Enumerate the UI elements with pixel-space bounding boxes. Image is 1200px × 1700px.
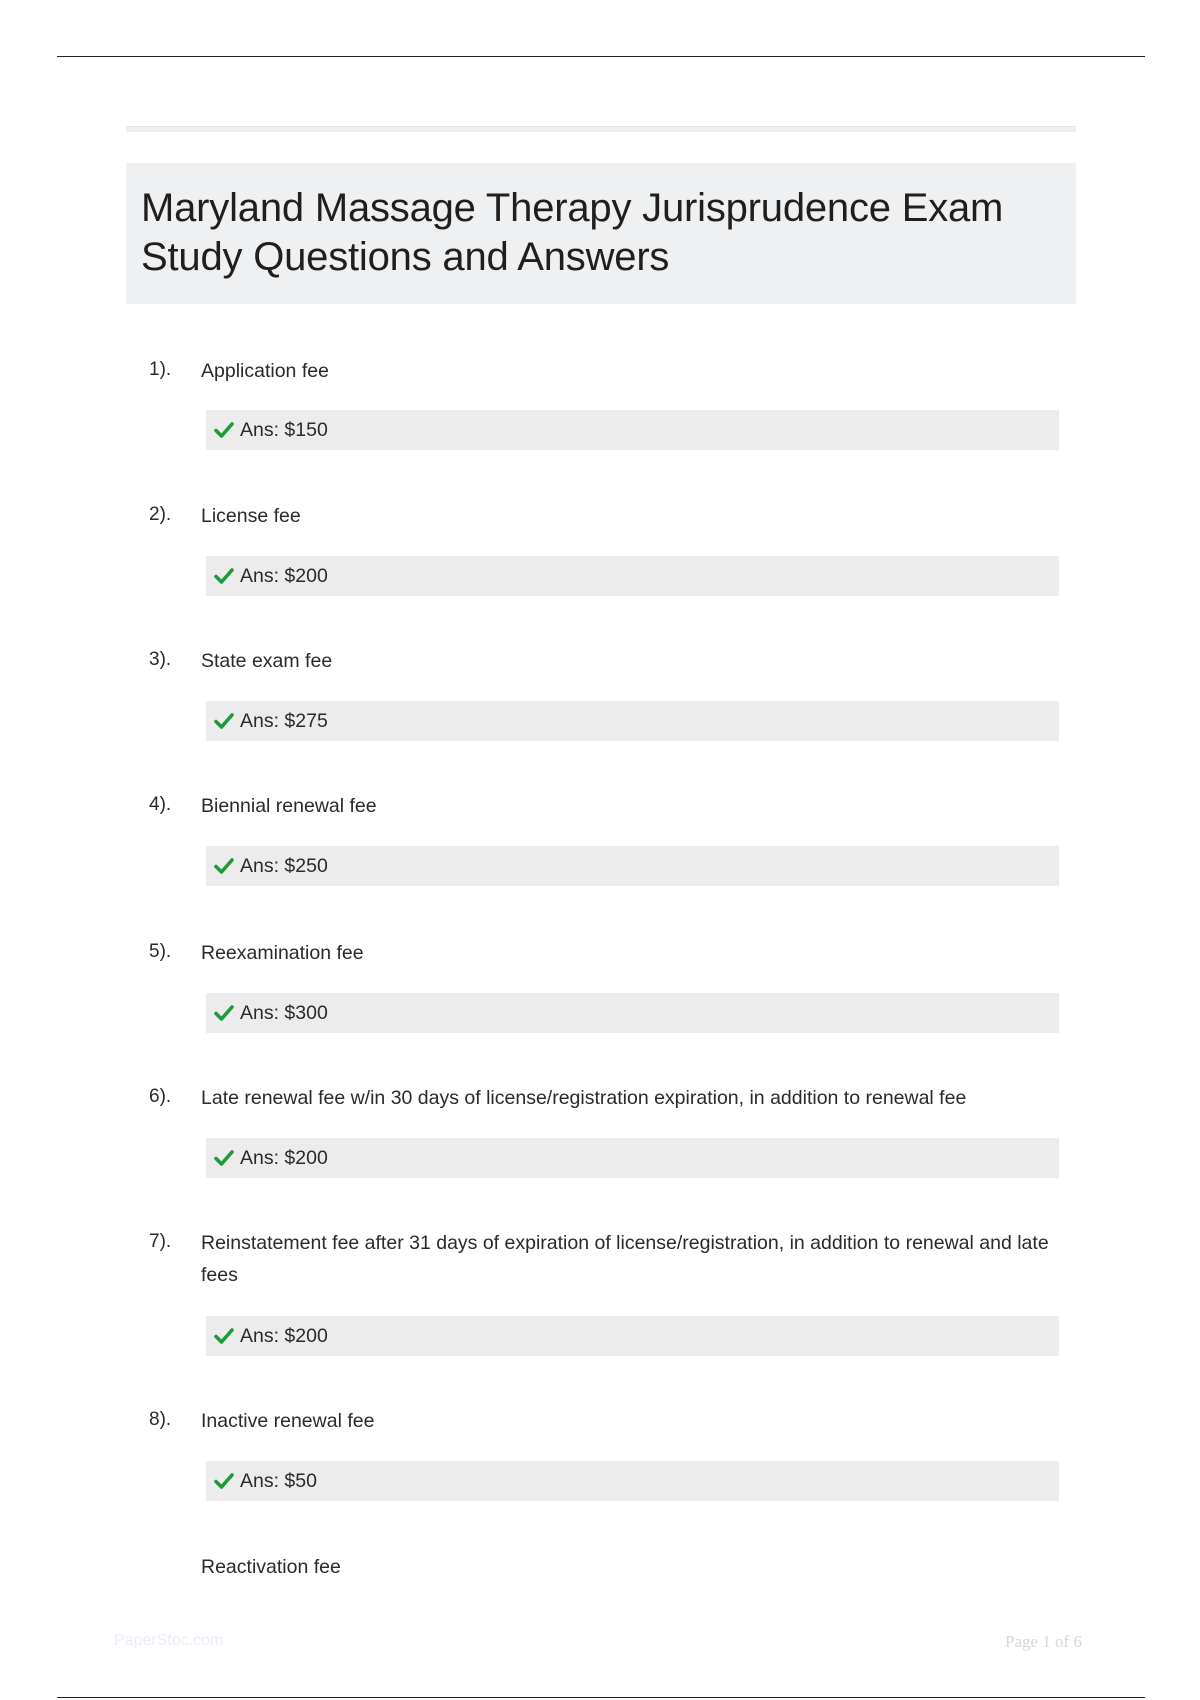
footer-watermark: PaperStoc.com bbox=[114, 1632, 224, 1649]
check-icon bbox=[213, 1471, 235, 1491]
question-number: 4). bbox=[149, 794, 172, 815]
answer-text: Ans: $200 bbox=[240, 564, 328, 587]
answer-text: Ans: $250 bbox=[240, 854, 328, 877]
question-text: Application fee bbox=[201, 360, 329, 382]
question-text: State exam fee bbox=[201, 650, 333, 672]
answer-box bbox=[206, 993, 1059, 1033]
answer-box bbox=[206, 846, 1059, 886]
question-number: 1). bbox=[149, 359, 172, 380]
answer-box bbox=[206, 701, 1059, 741]
question-text: License fee bbox=[201, 505, 301, 527]
answer-text: Ans: $200 bbox=[240, 1324, 328, 1347]
question-text: Reinstatement fee after 31 days of expiration of license/registration, in addition to renewal and late fees bbox=[201, 1232, 1049, 1286]
question-number: 8). bbox=[149, 1409, 172, 1430]
check-icon bbox=[213, 1148, 235, 1168]
question-number: 3). bbox=[149, 649, 172, 670]
question-text: Biennial renewal fee bbox=[201, 795, 377, 817]
answer-box bbox=[206, 410, 1059, 450]
page-title: Maryland Massage Therapy Jurisprudence Exam Study Questions and Answers bbox=[141, 186, 1004, 279]
question-text: Inactive renewal fee bbox=[201, 1410, 375, 1432]
answer-text: Ans: $275 bbox=[240, 709, 328, 732]
check-icon bbox=[213, 566, 235, 586]
page-number: Page 1 of 6 bbox=[1005, 1632, 1082, 1651]
bottom-rule bbox=[57, 1697, 1145, 1698]
answer-box bbox=[206, 1316, 1059, 1356]
answer-text: Ans: $150 bbox=[240, 418, 328, 441]
check-icon bbox=[213, 856, 235, 876]
answer-text: Ans: $50 bbox=[240, 1469, 317, 1492]
question-text: Late renewal fee w/in 30 days of license/registration expiration, in addition to renewal fee bbox=[201, 1087, 967, 1109]
question-number: 6). bbox=[149, 1086, 172, 1107]
check-icon bbox=[213, 1003, 235, 1023]
question-number: 5). bbox=[149, 941, 172, 962]
question-text: Reexamination fee bbox=[201, 942, 364, 964]
answer-text: Ans: $300 bbox=[240, 1001, 328, 1024]
question-number: 2). bbox=[149, 504, 172, 525]
question-number: 7). bbox=[149, 1231, 172, 1252]
title-box bbox=[126, 163, 1076, 304]
header-divider bbox=[126, 126, 1076, 132]
answer-text: Ans: $200 bbox=[240, 1146, 328, 1169]
answer-box bbox=[206, 1138, 1059, 1178]
answer-box bbox=[206, 556, 1059, 596]
check-icon bbox=[213, 1326, 235, 1346]
check-icon bbox=[213, 420, 235, 440]
answer-box bbox=[206, 1461, 1059, 1501]
top-rule bbox=[57, 56, 1145, 57]
question-text: Reactivation fee bbox=[201, 1556, 341, 1578]
check-icon bbox=[213, 711, 235, 731]
